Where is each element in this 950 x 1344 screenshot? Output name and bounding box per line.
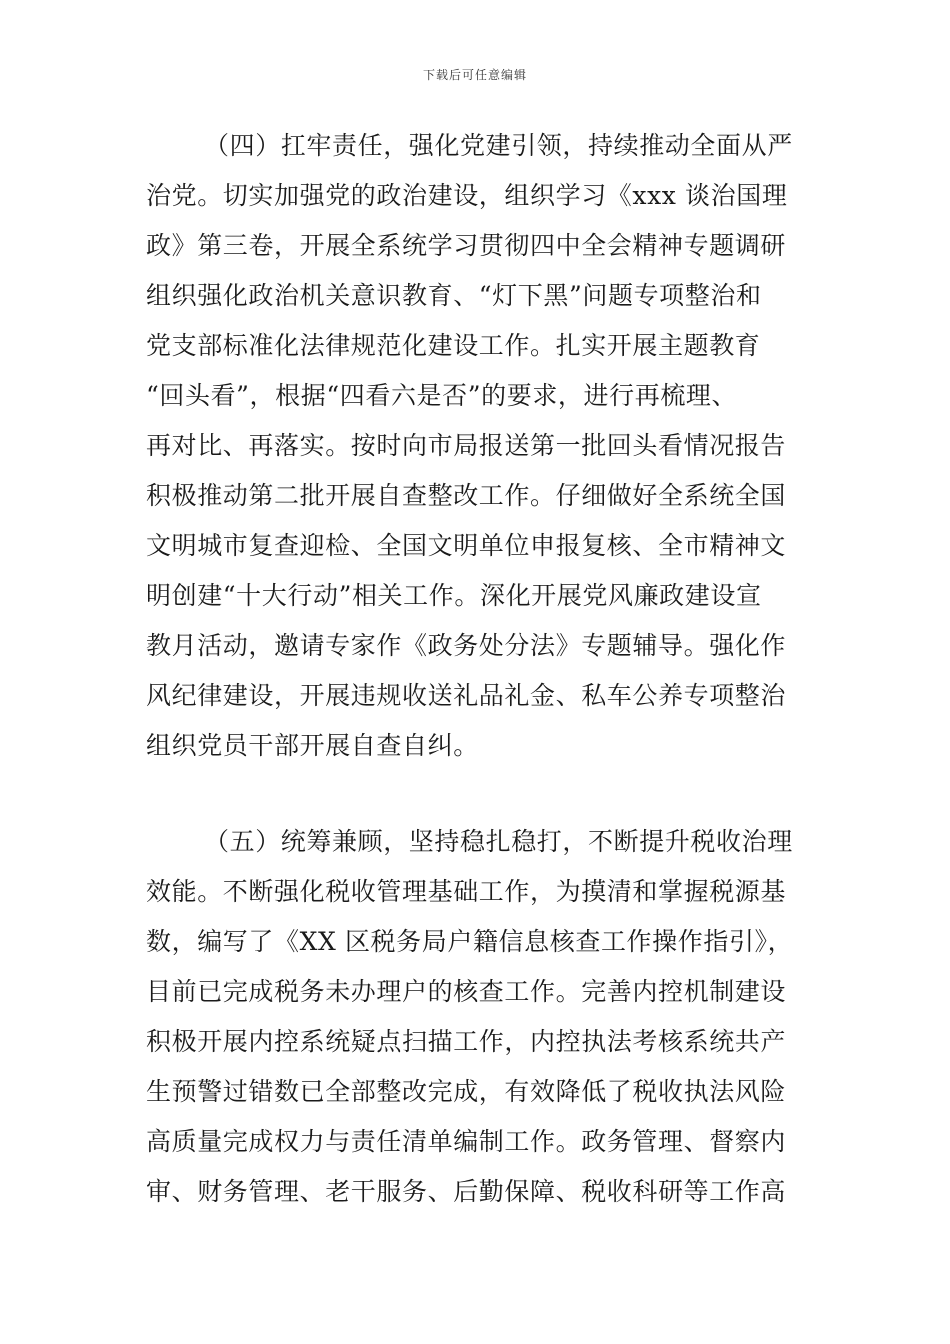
text-line: 数，编写了《XX 区税务局户籍信息核查工作操作指引》， [146, 927, 794, 956]
text-line: 积极开展内控系统疑点扫描工作，内控执法考核系统共产 [146, 1027, 787, 1056]
text-line: 效能。不断强化税收管理基础工作，为摸清和掌握税源基 [146, 877, 787, 906]
text-line: 文明城市复查迎检、全国文明单位申报复核、全市精神文 [146, 531, 787, 560]
text-line: 教月活动，邀请专家作《政务处分法》专题辅导。强化作 [146, 631, 787, 660]
header-note: 下载后可任意编辑 [422, 68, 527, 82]
text-line: 高质量完成权力与责任清单编制工作。政务管理、督察内 [146, 1127, 787, 1156]
text-line: 政》第三卷，开展全系统学习贯彻四中全会精神专题调研 [146, 231, 787, 260]
paragraph-text [146, 121, 806, 771]
text-line: 审、财务管理、老干服务、后勤保障、税收科研等工作高 [146, 1177, 787, 1206]
paragraph-text [146, 817, 806, 1217]
section-five-paragraph [146, 817, 806, 1217]
text-line: 生预警过错数已全部整改完成，有效降低了税收执法风险 [146, 1077, 787, 1106]
text-line: （五）统筹兼顾，坚持稳扎稳打，不断提升税收治理 [204, 827, 793, 856]
text-line: 组织党员干部开展自查自纠。 [146, 731, 479, 760]
text-line: 风纪律建设，开展违规收送礼品礼金、私车公养专项整治 [146, 681, 787, 710]
text-line: 明创建“十大行动”相关工作。深化开展党风廉政建设宣 [146, 581, 762, 610]
text-line: “回头看”，根据“四看六是否”的要求，进行再梳理、 [146, 381, 738, 410]
text-line: 再对比、再落实。按时向市局报送第一批回头看情况报告 [146, 431, 787, 460]
text-line: 目前已完成税务未办理户的核查工作。完善内控机制建设 [146, 977, 787, 1006]
section-four-paragraph [146, 121, 806, 771]
text-line: 组织强化政治机关意识教育、“灯下黑”问题专项整治和 [146, 281, 762, 310]
text-line: 治党。切实加强党的政治建设，组织学习《xxx 谈治国理 [146, 181, 788, 210]
text-line: （四）扛牢责任，强化党建引领，持续推动全面从严 [204, 131, 793, 160]
text-line: 积极推动第二批开展自查整改工作。仔细做好全系统全国 [146, 481, 787, 510]
text-line: 党支部标准化法律规范化建设工作。扎实开展主题教育 [146, 331, 761, 360]
